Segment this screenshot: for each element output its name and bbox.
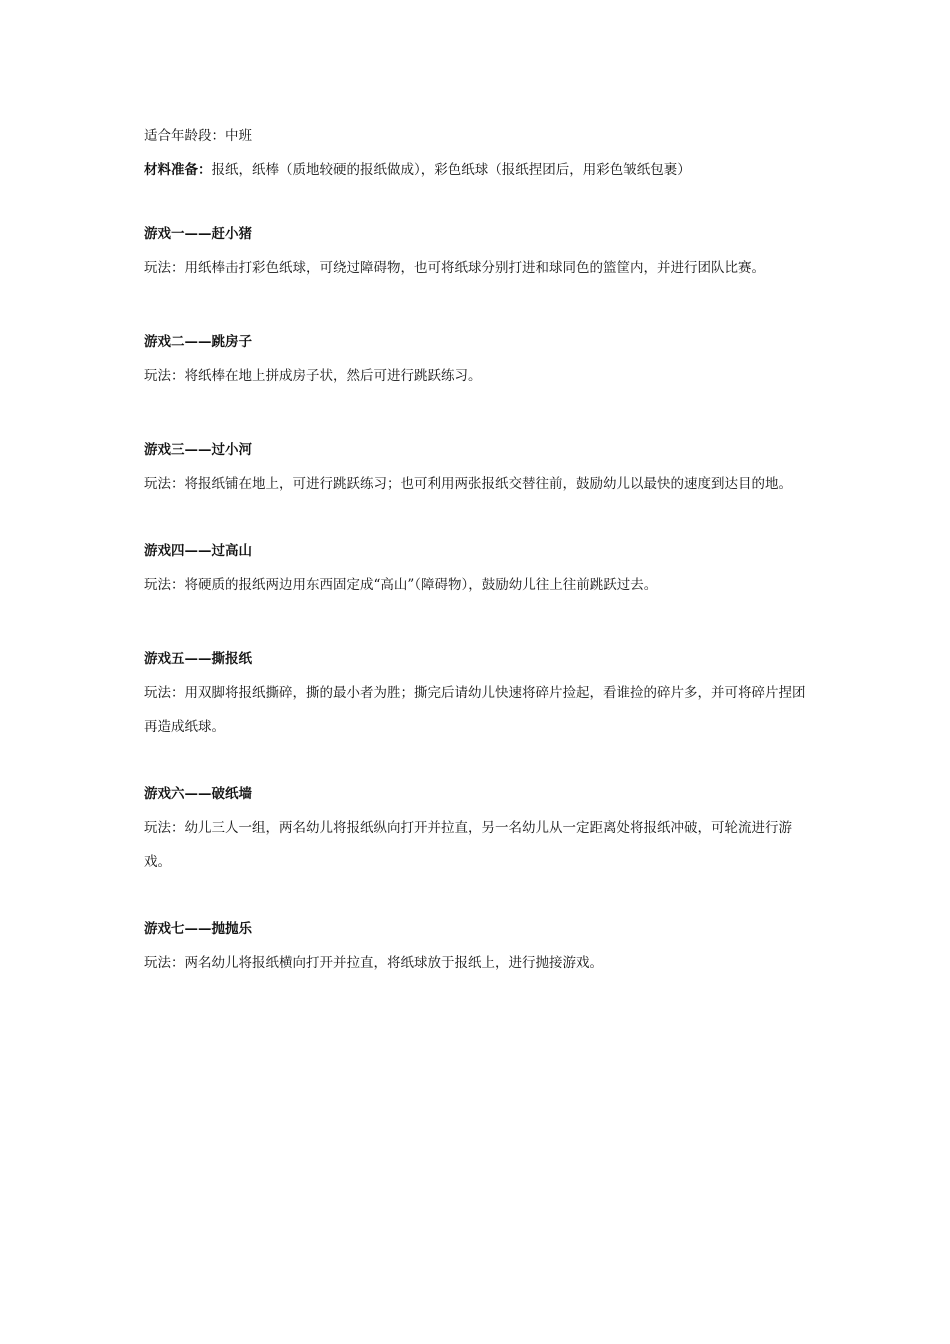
game-section-4 (144, 541, 809, 602)
game-title: 游戏三——过小河 (144, 442, 252, 458)
game-section-7 (144, 919, 809, 980)
game-section-2 (144, 332, 809, 393)
materials-line (144, 160, 809, 180)
document-page (144, 126, 809, 1016)
game-section-1 (144, 224, 809, 285)
game-section-3 (144, 440, 809, 501)
materials-label: 材料准备： (144, 162, 212, 178)
game-title: 游戏二——跳房子 (144, 334, 252, 350)
game-title: 游戏一——赶小猪 (144, 226, 252, 242)
game-section-6 (144, 784, 809, 879)
game-title: 游戏七——抛抛乐 (144, 921, 252, 937)
game-title: 游戏五——撕报纸 (144, 651, 252, 667)
game-section-5 (144, 649, 809, 744)
game-description: 玩法：将硬质的报纸两边用东西固定成“高山”（障碍物），鼓励幼儿往上往前跳跃过去。 (144, 577, 658, 593)
game-title: 游戏四——过高山 (144, 543, 252, 559)
game-description: 玩法：用纸棒击打彩色纸球，可绕过障碍物，也可将纸球分别打进和球同色的篮筐内，并进行团队比赛。 (144, 260, 765, 276)
game-description: 玩法：两名幼儿将报纸横向打开并拉直，将纸球放于报纸上，进行抛接游戏。 (144, 955, 603, 971)
game-description: 玩法：将纸棒在地上拼成房子状，然后可进行跳跃练习。 (144, 368, 482, 384)
materials-value: 报纸，纸棒（质地较硬的报纸做成），彩色纸球（报纸捏团后，用彩色皱纸包裹） (211, 162, 691, 178)
game-description: 玩法：幼儿三人一组，两名幼儿将报纸纵向打开并拉直，另一名幼儿从一定距离处将报纸冲破，可轮流进行游戏。 (144, 820, 792, 870)
age-group-value: 中班 (225, 128, 252, 144)
game-description: 玩法：将报纸铺在地上，可进行跳跃练习；也可利用两张报纸交替往前，鼓励幼儿以最快的速度到达目的地。 (144, 476, 792, 492)
age-group-line (144, 126, 809, 146)
game-description: 玩法：用双脚将报纸撕碎，撕的最小者为胜；撕完后请幼儿快速将碎片捡起，看谁捡的碎片多，并可将碎片捏团再造成纸球。 (144, 685, 806, 735)
game-title: 游戏六——破纸墙 (144, 786, 252, 802)
age-group-label: 适合年龄段： (144, 128, 225, 144)
